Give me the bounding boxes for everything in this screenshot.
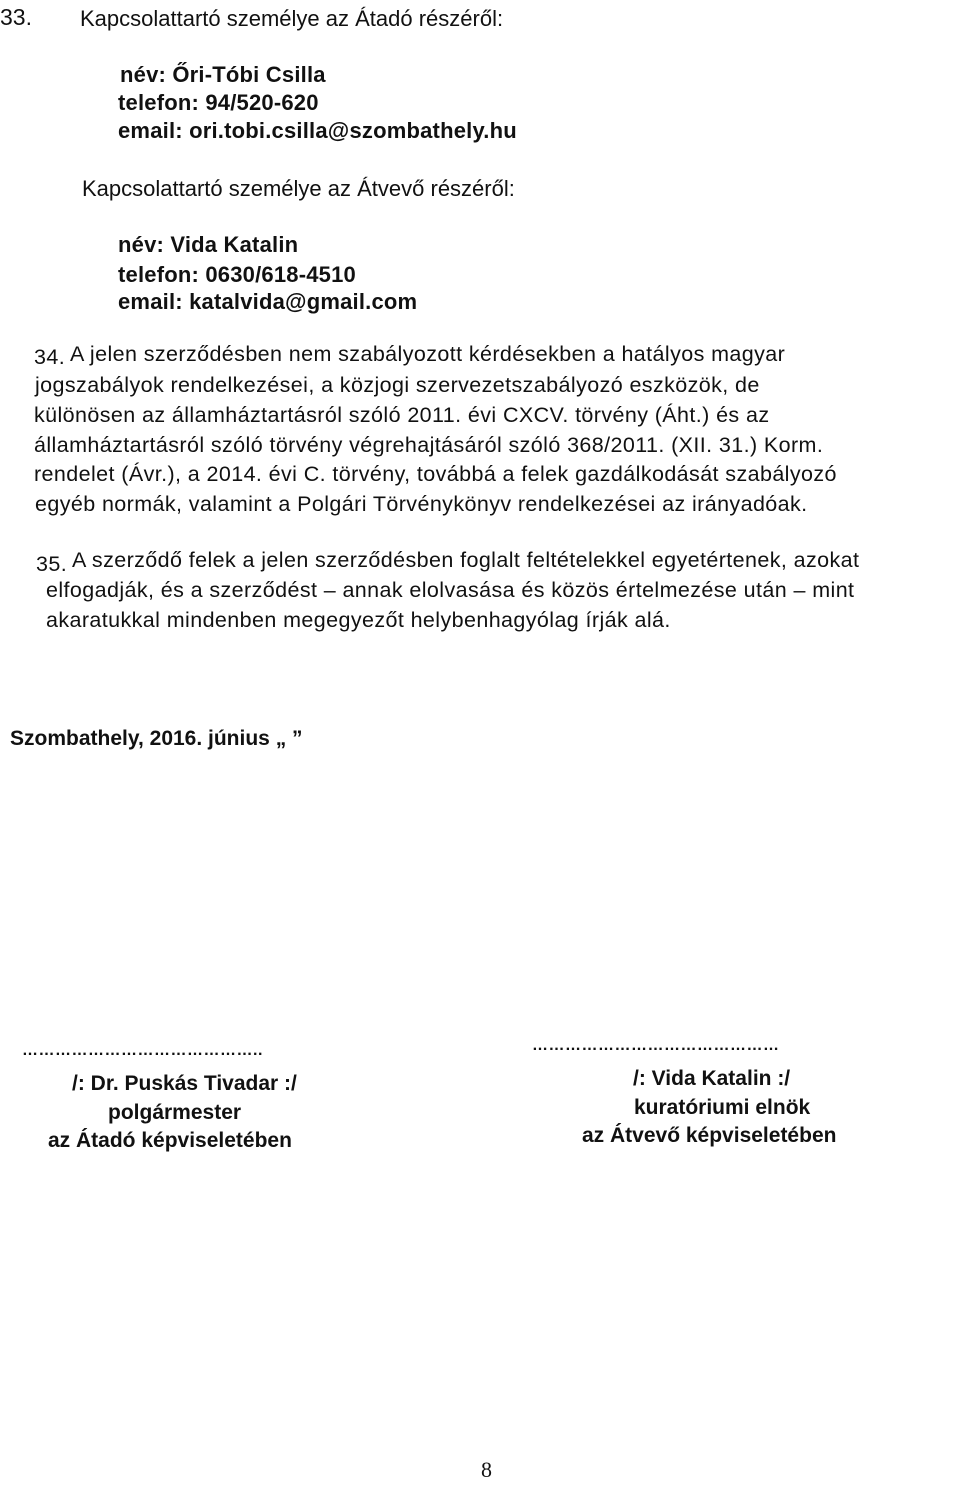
handover-contact-heading: Kapcsolattartó személye az Átadó részéről: [80,6,504,31]
right-signer-role: az Átvevő képviseletében [582,1124,837,1147]
section-34-line: jogszabályok rendelkezései, a közjogi szervezetszabályozó eszközök, de [35,373,760,397]
section-35-line: A szerződő felek a jelen szerződésben foglalt feltételekkel egyetértenek, azokat [72,548,860,572]
section-34-line: rendelet (Ávr.), a 2014. évi C. törvény, továbbá a felek gazdálkodását szabályozó [34,462,837,486]
receiver-contact-heading: Kapcsolattartó személye az Átvevő részéről: [82,176,515,201]
section-35-line: akaratukkal mindenben megegyezőt helybenhagyólag írják alá. [46,608,671,632]
section-34-number: 34. [34,345,66,369]
left-signer-role: az Átadó képviseletében [48,1129,292,1152]
section-35-number: 35. [36,552,68,576]
left-signature-line: …………………………………….. [22,1042,263,1059]
right-signature-line: ……………………………………… [532,1037,780,1054]
section-34-line: államháztartásról szóló törvény végrehajtásáról szóló 368/2011. (XII. 31.) Korm. [34,433,824,457]
left-signer-title: polgármester [108,1101,242,1124]
page-number: 8 [481,1457,492,1482]
handover-contact-email: email: ori.tobi.csilla@szombathely.hu [118,118,517,143]
receiver-contact-name: név: Vida Katalin [118,232,299,257]
handover-contact-phone: telefon: 94/520-620 [118,90,319,115]
receiver-contact-email: email: katalvida@gmail.com [118,289,418,314]
right-signer-name: /: Vida Katalin :/ [633,1067,791,1090]
place-date: Szombathely, 2016. június „ ” [10,727,303,750]
section-33-number: 33. [0,4,32,30]
handover-contact-name: név: Őri-Tóbi Csilla [120,62,326,87]
receiver-contact-phone: telefon: 0630/618-4510 [118,262,356,287]
section-34-line: egyéb normák, valamint a Polgári Törvénykönyv rendelkezései az irányadóak. [35,492,808,516]
left-signer-name: /: Dr. Puskás Tivadar :/ [72,1072,297,1095]
section-35-line: elfogadják, és a szerződést – annak elolvasása és közös értelmezése után – mint [46,578,855,602]
right-signer-title: kuratóriumi elnök [634,1096,811,1119]
section-34-line: különösen az államháztartásról szóló 2011. évi CXCV. törvény (Áht.) és az [34,403,770,427]
section-34-line: A jelen szerződésben nem szabályozott kérdésekben a hatályos magyar [70,342,786,366]
